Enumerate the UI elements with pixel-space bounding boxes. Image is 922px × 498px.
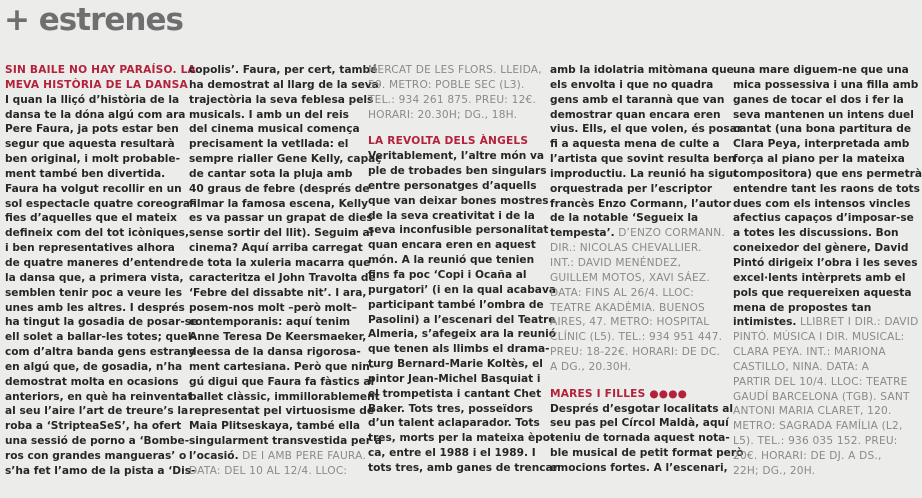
text-line: Després d’esgotar localitats al bbox=[550, 402, 734, 415]
text-line: excel·lents intèrprets amb el bbox=[733, 271, 906, 284]
text-line: sol espectacle quatre coreogra- bbox=[5, 197, 195, 210]
text-line: Anne Teresa De Keersmaeker, bbox=[189, 331, 367, 344]
article-body-end bbox=[550, 226, 725, 241]
text-line: cinema? Aquí arriba carregat bbox=[189, 242, 363, 255]
text-line: al seu l’aire l’art de treure’s la bbox=[5, 405, 189, 418]
credits-line: PREU: 18-22€. HORARI: DE DC. bbox=[550, 346, 721, 359]
article-credits bbox=[189, 464, 355, 479]
article-body-end bbox=[189, 449, 366, 464]
text-line: Baker. Tots tres, posseïdors bbox=[368, 402, 533, 415]
text-line: entendre tant les raons de tots bbox=[733, 182, 920, 195]
credits-line: A DG., 20.30H. bbox=[550, 360, 632, 373]
text-line: de cantar sota la pluja amb bbox=[189, 167, 353, 180]
text-line: quan encara eren en aquest bbox=[368, 239, 536, 252]
text-line: tots tres, amb ganes de trencar bbox=[368, 461, 558, 474]
article-heading bbox=[550, 387, 716, 402]
text-line: fi a aquesta mena de culte a bbox=[550, 138, 720, 151]
text-line: fins fa poc ‘Copi i Ocaña al bbox=[368, 268, 527, 281]
text-line: ros con grandes mangueras’ o bbox=[5, 449, 187, 462]
article-body bbox=[189, 63, 382, 449]
text-line: contemporanis: aquí tenim bbox=[189, 316, 351, 329]
text-line: seva mantenen un intens duel bbox=[733, 108, 914, 121]
text-line: mena de propostes tan bbox=[733, 301, 872, 314]
article-credits bbox=[550, 241, 723, 375]
column-3 bbox=[368, 63, 558, 476]
article-credits-start: LLIBRET I DIR.: DAVID bbox=[796, 316, 919, 329]
text-line: món. A la reunió que tenien bbox=[368, 254, 535, 267]
text-line: emocions fortes. A l’escenari, bbox=[550, 461, 728, 474]
text-line: el trompetista i cantant Chet bbox=[368, 387, 542, 400]
text-line: filmar la famosa escena, Kelly bbox=[189, 197, 369, 210]
text-line: a totes les discussions. Bon bbox=[733, 227, 899, 240]
credits-line: L5). TEL.: 936 035 152. PREU: bbox=[733, 435, 898, 448]
text-line: anteriors, en què ha reinventat bbox=[5, 390, 193, 403]
text-line: musicals. I amb un del reis bbox=[189, 108, 349, 121]
text-line: sempre rialler Gene Kelly, capaç bbox=[189, 153, 382, 166]
text-line: l’artista que sovint resulta ben bbox=[550, 153, 736, 166]
text-line: de la notable ‘Segueix la bbox=[550, 212, 699, 225]
text-line: sense sortir del llit). Seguim al bbox=[189, 227, 374, 240]
credits-line: ANTONI MARIA CLARET, 120. bbox=[733, 405, 892, 418]
text-line: orquestrada per l’escriptor bbox=[550, 182, 713, 195]
text-line: 40 graus de febre (després de bbox=[189, 182, 370, 195]
text-line: demostrar quan encara eren bbox=[550, 108, 721, 121]
text-line: que tenen als llimbs el drama- bbox=[368, 343, 550, 356]
article-heading-line: SIN BAILE NO HAY PARAÍSO. LA bbox=[5, 64, 196, 76]
article-body-end-text: l’ocasió. bbox=[189, 449, 239, 462]
text-line: afectius capaços d’imposar-se bbox=[733, 212, 914, 225]
column-2 bbox=[189, 63, 382, 479]
text-line: de quatre maneres d’entendre bbox=[5, 256, 189, 269]
column-1 bbox=[5, 63, 199, 479]
text-line: en algú que, de gosadia, n’ha bbox=[5, 360, 183, 373]
text-line: ble musical de petit format però bbox=[550, 447, 744, 460]
text-line: que van deixar bones mostres bbox=[368, 194, 549, 207]
text-line: ca, entre el 1988 i el 1989. I bbox=[368, 447, 536, 460]
text-line: francès Enzo Cormann, l’autor bbox=[550, 197, 732, 210]
text-line: s’ha fet l’amo de la pista a ‘Dis- bbox=[5, 464, 196, 477]
credits-line: MERCAT DE LES FLORS. LLEIDA, bbox=[368, 64, 542, 76]
credits-line: TEL.: 934 261 875. PREU: 12€. bbox=[368, 93, 537, 106]
text-line: gú digui que Faura fa fàstics al bbox=[189, 375, 375, 388]
text-line: força al piano per la mateixa bbox=[733, 153, 905, 166]
text-line: Veritablement, l’altre món va bbox=[368, 150, 545, 163]
text-line: copolis’. Faura, per cert, també bbox=[189, 64, 378, 76]
article-heading-text: MARES I FILLES bbox=[550, 387, 646, 400]
credits-line: DATA: DEL 10 AL 12/4. LLOC: bbox=[189, 464, 348, 477]
text-line: ell solet a ballar-les totes; quel- bbox=[5, 331, 196, 344]
text-line: com d’altra banda gens estrany bbox=[5, 346, 196, 359]
text-line: Pintó dirigeix l’obra i les seves bbox=[733, 256, 918, 269]
text-line: improductiu. La reunió ha sigut bbox=[550, 167, 739, 180]
text-line: ballet clàssic, immillorablement bbox=[189, 390, 380, 403]
text-line: ganes de tocar el dos i fer la bbox=[733, 93, 904, 106]
text-line: compositora) que ens permetrà bbox=[733, 167, 922, 180]
text-line: purgatori’ (i en la qual acabava bbox=[368, 283, 556, 296]
text-line: precisament la vetllada: el bbox=[189, 138, 349, 151]
credits-line: HORARI: 20.30H; DG., 18H. bbox=[368, 108, 518, 121]
text-line: de la seva creativitat i de la bbox=[368, 209, 535, 222]
text-line: ment cartesiana. Però que nin- bbox=[189, 360, 375, 373]
article-heading-line: MEVA HISTÒRIA DE LA DANSA bbox=[5, 78, 188, 91]
credits-line: TEATRE AKADÈMIA. BUENOS bbox=[550, 301, 705, 314]
column-5 bbox=[733, 63, 922, 479]
section-header bbox=[0, 0, 900, 52]
credits-line: 59. METRO: POBLE SEC (L3). bbox=[368, 78, 525, 91]
text-line: participant també l’ombra de bbox=[368, 298, 544, 311]
text-line: gens amb el tarannà que van bbox=[550, 93, 725, 106]
section-title: + estrenes bbox=[4, 2, 183, 38]
credits-line: CASTILLO, NINA. DATA: A bbox=[733, 360, 870, 373]
text-line: vius. Ells, el que volen, és posar bbox=[550, 123, 743, 136]
text-line: Maia Plitseskaya, també ella bbox=[189, 420, 360, 433]
text-line: pintor Jean-Michel Basquiat i bbox=[368, 372, 541, 385]
text-line: de tota la xuleria macarra que bbox=[189, 256, 371, 269]
text-line: del cinema musical comença bbox=[189, 123, 360, 136]
text-line: una mare diguem-ne que una bbox=[733, 64, 909, 76]
text-line: d’un talent aclaparador. Tots bbox=[368, 417, 540, 430]
text-line: dansa te la dóna algú com ara bbox=[5, 108, 186, 121]
text-line: turg Bernard-Marie Koltès, el bbox=[368, 358, 543, 371]
text-line: ha demostrat al llarg de la seva bbox=[189, 78, 379, 91]
text-line: demostrat molta en ocasions bbox=[5, 375, 179, 388]
column-4 bbox=[550, 63, 744, 476]
article-credits bbox=[368, 63, 542, 122]
text-line: ‘Febre del dissabte nit’. I ara, bbox=[189, 286, 367, 299]
text-line: entre personatges d’aquells bbox=[368, 179, 537, 192]
text-line: representat pel virtuosisme de bbox=[189, 405, 375, 418]
text-line: teniu de tornada aquest nota- bbox=[550, 432, 730, 445]
article-body-end bbox=[733, 315, 919, 330]
text-line: semblen tenir poc a veure les bbox=[5, 286, 183, 299]
text-line: I quan la lliçó d’història de la bbox=[5, 93, 180, 106]
article-body bbox=[368, 149, 558, 476]
text-line: roba a ‘StripteaSeS’, ha ofert bbox=[5, 420, 182, 433]
text-line: es va passar un grapat de dies bbox=[189, 212, 373, 225]
text-line: Almeria, s’afegeix ara la reunió bbox=[368, 328, 557, 341]
text-line: trajectòria la seva feblesa pels bbox=[189, 93, 374, 106]
text-line: tres, morts per la mateixa èpo- bbox=[368, 432, 555, 445]
text-line: Clara Peya, interpretada amb bbox=[733, 138, 910, 151]
text-line: segur que aquesta resultarà bbox=[5, 138, 175, 151]
text-line: ple de trobades ben singulars bbox=[368, 165, 547, 178]
credits-line: CLARA PEYA. INT.: MARIONA bbox=[733, 346, 886, 359]
text-line: Pasolini) a l’escenari del Teatre bbox=[368, 313, 556, 326]
text-line: ha tingut la gosadia de posar-se bbox=[5, 316, 199, 329]
article-body bbox=[550, 402, 744, 476]
rating-dots: ●●●● bbox=[649, 387, 688, 400]
text-line: els envolta i que no quadra bbox=[550, 78, 714, 91]
credits-line: PARTIR DEL 10/4. LLOC: TEATRE bbox=[733, 375, 908, 388]
text-line: seva inconfusible personalitat bbox=[368, 224, 549, 237]
text-line: ment també ben divertida. bbox=[5, 167, 166, 180]
text-line: la dansa que, a primera vista, bbox=[5, 271, 184, 284]
article-credits-start: DE I AMB PERE FAURA. bbox=[238, 449, 366, 462]
article-credits-start: D’ENZO CORMANN. bbox=[614, 227, 725, 240]
text-line: amb la idolatria mitòmana que bbox=[550, 64, 734, 76]
text-line: ben original, i molt probable- bbox=[5, 153, 181, 166]
text-line: defineix com del tot icòniques, bbox=[5, 227, 189, 240]
article-body bbox=[550, 63, 743, 226]
text-line: posem-nos molt –però molt– bbox=[189, 301, 357, 314]
credits-line: AIRES, 47. METRO: HOSPITAL bbox=[550, 316, 710, 329]
text-line: singularment transvestida per a bbox=[189, 435, 382, 448]
credits-line: CLÍNIC (L5). TEL.: 934 951 447. bbox=[550, 331, 723, 344]
credits-line: 20€. HORARI: DE DJ. A DS., bbox=[733, 449, 882, 462]
article-body-end-text: intimistes. bbox=[733, 316, 797, 329]
text-line: pols que requereixen aquesta bbox=[733, 286, 912, 299]
text-line: Faura ha volgut recollir en un bbox=[5, 182, 182, 195]
article-heading: LA REVOLTA DELS ÀNGELS bbox=[368, 135, 529, 148]
credits-line: INT.: DAVID MENÉNDEZ, bbox=[550, 256, 682, 269]
credits-line: GAUDÍ BARCELONA (TGB). SANT bbox=[733, 390, 910, 403]
text-line: deessa de la dansa rigorosa- bbox=[189, 346, 361, 359]
text-line: coneixedor del gènere, David bbox=[733, 242, 909, 255]
text-line: mica possessiva i una filla amb bbox=[733, 78, 919, 91]
credits-line: DATA: FINS AL 26/4. LLOC: bbox=[550, 286, 695, 299]
text-line: Pere Faura, ja pots estar ben bbox=[5, 123, 179, 136]
credits-line: 22H; DG., 20H. bbox=[733, 464, 816, 477]
text-line: una sessió de porno a ‘Bombe- bbox=[5, 435, 190, 448]
credits-line: METRO: SAGRADA FAMÍLIA (L2, bbox=[733, 420, 903, 433]
article-body bbox=[5, 93, 199, 479]
article-credits bbox=[733, 330, 910, 478]
article-body bbox=[733, 63, 922, 315]
text-line: unes amb les altres. I després bbox=[5, 301, 185, 314]
text-line: cantat (una bona partitura de bbox=[733, 123, 912, 136]
text-line: caracteritza el John Travolta de bbox=[189, 271, 376, 284]
text-line: dues com els intensos vincles bbox=[733, 197, 911, 210]
text-line: fies d’aquelles que el mateix bbox=[5, 212, 177, 225]
text-line: seu pas pel Círcol Maldà, aquí bbox=[550, 417, 729, 430]
article-body-end-text: tempesta’. bbox=[550, 227, 615, 240]
credits-line: PINTÓ. MÚSICA I DIR. MUSICAL: bbox=[733, 331, 905, 344]
credits-line: DIR.: NICOLAS CHEVALLIER. bbox=[550, 242, 702, 255]
credits-line: GUILLEM MOTOS, XAVI SÁEZ. bbox=[550, 271, 710, 284]
article-heading bbox=[5, 63, 196, 93]
text-line: i ben representatives alhora bbox=[5, 242, 175, 255]
